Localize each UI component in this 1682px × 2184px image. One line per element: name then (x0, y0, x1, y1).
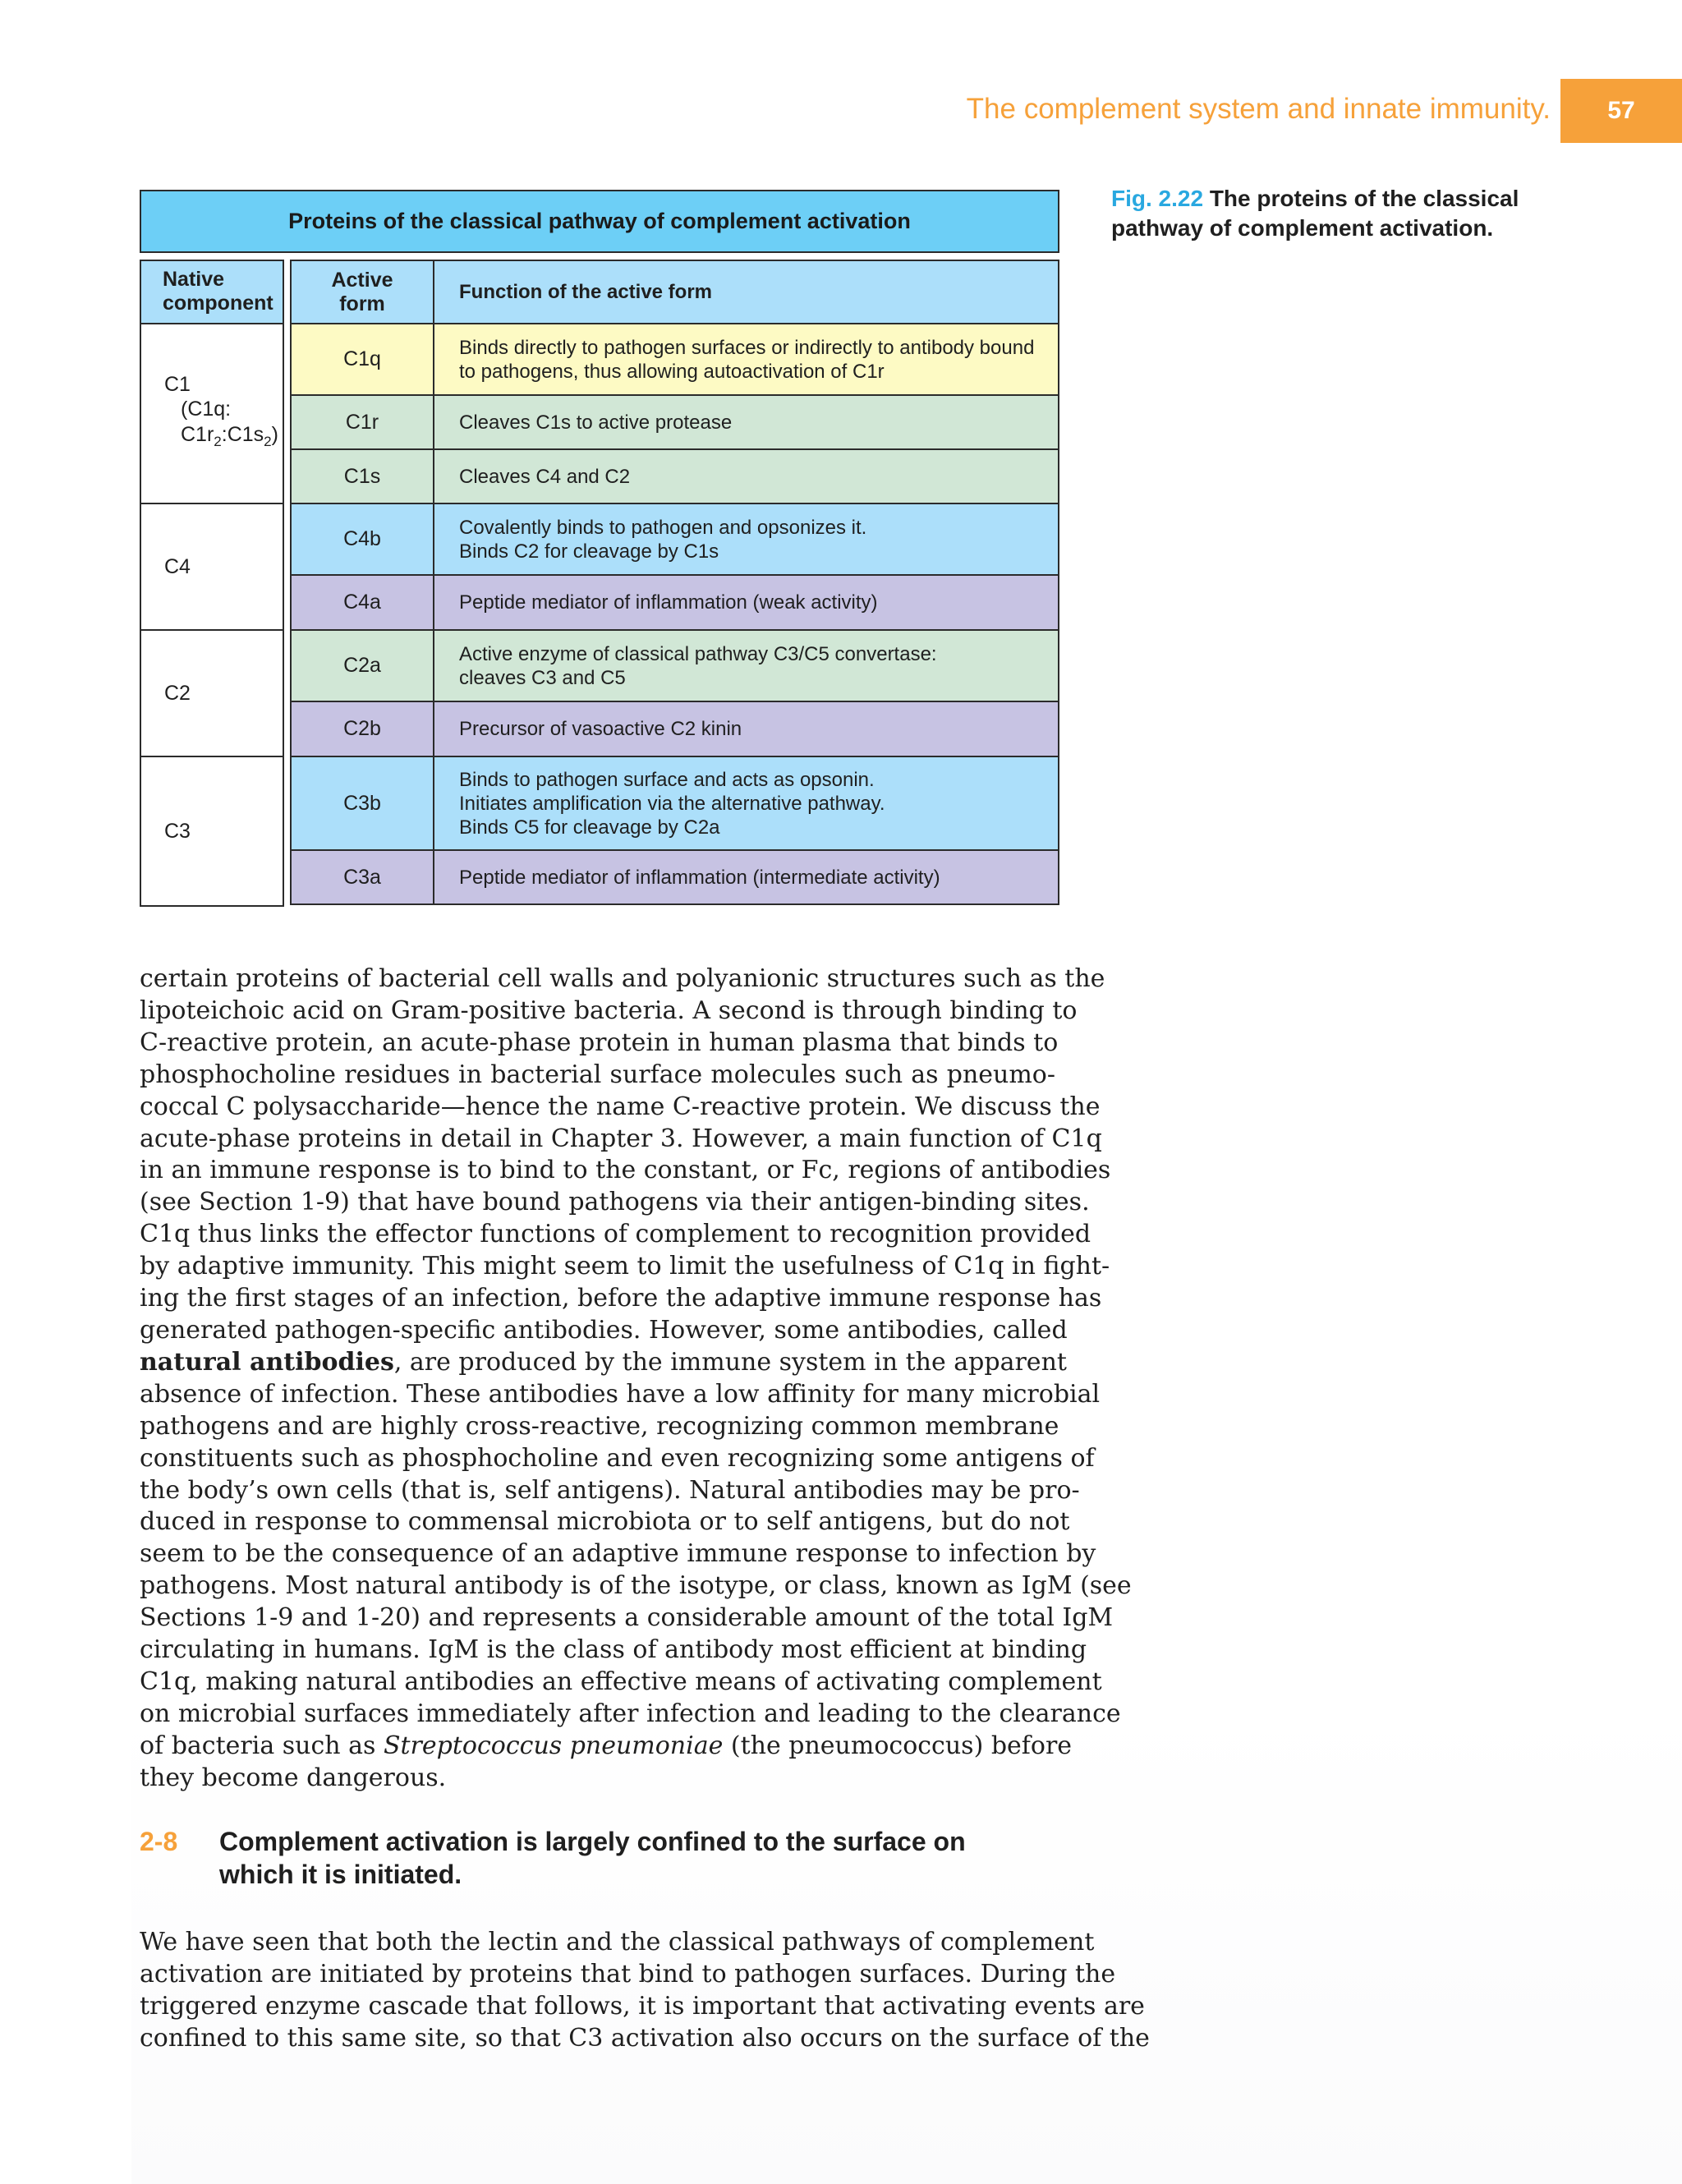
native-c1-c1s: :C1s (221, 423, 264, 446)
text-line: coccal C polysaccharide—hence the name C-reactive protein. We discuss the (140, 1092, 1101, 1121)
function-line: Cleaves C4 and C2 (459, 465, 631, 488)
function-line: Cleaves C1s to active protease (459, 411, 733, 434)
figure-caption-text: The proteins of the classical pathway of complement activation. (1111, 186, 1519, 241)
text-line: in an immune response is to bind to the constant, or Fc, regions of antibodies (140, 1156, 1111, 1185)
function-line: Peptide mediator of inflammation (weak activity) (459, 591, 878, 614)
active-form-cell: C1s (292, 450, 434, 503)
body-paragraph-2 (140, 1927, 1150, 2055)
text-line: acute-phase proteins in detail in Chapter 3. However, a main function of C1q (140, 1124, 1102, 1153)
function-cell (434, 702, 1058, 756)
text-line: pathogens and are highly cross-reactive, recognizing common membrane (140, 1411, 1059, 1441)
section-title (219, 1825, 1059, 1891)
function-line: Binds C5 for cleavage by C2a (459, 816, 720, 839)
native-c1-line3 (181, 422, 283, 454)
table-row (292, 324, 1058, 396)
active-header-line2: form (339, 292, 385, 315)
section-title-line: Complement activation is largely confined to the surface on (219, 1827, 966, 1856)
text-line: pathogens. Most natural antibody is of the isotype, or class, known as IgM (see (140, 1571, 1132, 1601)
figure-caption (1111, 184, 1571, 243)
text-line: on microbial surfaces immediately after infection and leading to the clearance (140, 1699, 1121, 1728)
function-cell (434, 504, 1058, 574)
native-cell-c3 (141, 757, 283, 905)
text-line: C1q, making natural antibodies an effective means of activating complement (140, 1667, 1102, 1696)
text-line: lipoteichoic acid on Gram-positive bacteria. A second is through binding to (140, 995, 1078, 1025)
text-line: ing the first stages of an infection, before the adaptive immune response has (140, 1284, 1102, 1313)
function-cell (434, 450, 1058, 503)
table-row (292, 504, 1058, 576)
table-row (292, 450, 1058, 504)
table-row (292, 396, 1058, 450)
function-cell (434, 324, 1058, 394)
function-line: Binds C2 for cleavage by C1s (459, 540, 719, 563)
text-line: seem to be the consequence of an adaptive immune response to infection by (140, 1539, 1096, 1569)
function-line: Binds directly to pathogen surfaces or indirectly to antibody bound (459, 336, 1035, 359)
text-line: phosphocholine residues in bacterial surface molecules such as pneumo- (140, 1060, 1055, 1089)
native-cell-c2 (141, 631, 283, 757)
active-form-table (290, 260, 1059, 905)
function-header (434, 261, 1058, 323)
text-line: (see Section 1-9) that have bound pathogens via their antigen-binding sites. (140, 1188, 1090, 1217)
function-line: Peptide mediator of inflammation (intermediate activity) (459, 866, 940, 889)
page-number-tab: 57 (1560, 79, 1682, 143)
table-header-row (292, 261, 1058, 324)
text-line: confined to this same site, so that C3 activation also occurs on the surface of the (140, 2023, 1150, 2053)
text-line: We have seen that both the lectin and the classical pathways of complement (140, 1928, 1095, 1956)
function-cell (434, 396, 1058, 448)
text-line: they become dangerous. (140, 1763, 447, 1792)
native-cell-c1 (141, 324, 283, 504)
active-header (292, 261, 434, 323)
native-c1-sub2: 2 (264, 434, 272, 449)
text-line (140, 1731, 1073, 1763)
native-c1-composition (164, 397, 283, 454)
native-component-column (140, 260, 284, 907)
native-header (141, 261, 283, 324)
text-line: C-reactive protein, an acute-phase protein in human plasma that binds to (140, 1028, 1059, 1057)
table-title: Proteins of the classical pathway of complement activation (140, 190, 1059, 253)
function-line: cleaves C3 and C5 (459, 666, 626, 689)
running-header: The complement system and innate immunity. (966, 93, 1551, 125)
text-fragment: (the pneumococcus) before (723, 1731, 1073, 1760)
active-header-line1: Active (331, 268, 393, 292)
function-cell (434, 576, 1058, 629)
native-c1-sub1: 2 (214, 434, 222, 449)
native-header-line1: Native (163, 268, 225, 291)
table-row (292, 851, 1058, 903)
function-line: Precursor of vasoactive C2 kinin (459, 718, 742, 740)
body-paragraph-1 (140, 963, 1132, 1795)
function-cell (434, 757, 1058, 849)
active-form-cell: C4a (292, 576, 434, 629)
active-form-cell: C2b (292, 702, 434, 756)
native-c1-label: C1 (164, 373, 191, 396)
function-line: to pathogens, thus allowing autoactivation of C1r (459, 360, 885, 383)
native-c2-label: C2 (164, 681, 191, 705)
function-line: Covalently binds to pathogen and opsonizes it. (459, 516, 867, 539)
table-row (292, 631, 1058, 702)
text-line (140, 1347, 1067, 1379)
function-cell (434, 631, 1058, 701)
function-header-text: Function of the active form (459, 281, 713, 303)
table-row (292, 576, 1058, 631)
function-line: Active enzyme of classical pathway C3/C5 convertase: (459, 642, 937, 665)
table-row (292, 757, 1058, 851)
text-line: activation are initiated by proteins that bind to pathogen surfaces. During the (140, 1959, 1116, 1989)
text-fragment: , are produced by the immune system in the apparent (393, 1347, 1067, 1377)
native-c4-label: C4 (164, 554, 191, 578)
text-fragment: of bacteria such as (140, 1731, 384, 1760)
native-c1-c1r: C1r (181, 423, 214, 446)
text-line: absence of infection. These antibodies have a low affinity for many microbial (140, 1379, 1101, 1409)
text-line: duced in response to commensal microbiota or to self antigens, but do not (140, 1507, 1070, 1537)
function-cell (434, 851, 1058, 903)
text-line: triggered enzyme cascade that follows, it is important that activating events are (140, 1991, 1145, 2021)
active-form-cell: C4b (292, 504, 434, 574)
text-line: constituents such as phosphocholine and even recognizing some antigens of (140, 1443, 1095, 1473)
active-form-cell: C3a (292, 851, 434, 903)
function-line: Initiates amplification via the alternative pathway. (459, 792, 885, 815)
text-line: by adaptive immunity. This might seem to limit the usefulness of C1q in fight- (140, 1252, 1110, 1281)
active-form-cell: C1q (292, 324, 434, 394)
section-number: 2-8 (140, 1827, 178, 1856)
native-header-line2: component (163, 292, 273, 315)
native-c1-close: ) (271, 423, 278, 446)
text-line: certain proteins of bacterial cell walls and polyanionic structures such as the (140, 964, 1105, 993)
text-line: Sections 1-9 and 1-20) and represents a considerable amount of the total IgM (140, 1603, 1114, 1633)
text-line: the body’s own cells (that is, self antigens). Natural antibodies may be pro- (140, 1475, 1080, 1505)
text-line: generated pathogen-specific antibodies. However, some antibodies, called (140, 1315, 1068, 1345)
section-heading (140, 1825, 1059, 1891)
native-cell-c4 (141, 504, 283, 631)
text-line: circulating in humans. IgM is the class of antibody most efficient at binding (140, 1635, 1087, 1665)
bold-term: natural antibodies (140, 1347, 394, 1377)
active-form-cell: C2a (292, 631, 434, 701)
section-title-line: which it is initiated. (219, 1860, 462, 1889)
italic-species-name: Streptococcus pneumoniae (383, 1731, 724, 1760)
active-form-cell: C3b (292, 757, 434, 849)
figure-number: Fig. 2.22 (1111, 186, 1204, 211)
active-form-cell: C1r (292, 396, 434, 448)
native-c1-line2: (C1q: (181, 398, 232, 421)
function-line: Binds to pathogen surface and acts as opsonin. (459, 768, 875, 791)
native-c3-label: C3 (164, 819, 191, 843)
text-line: C1q thus links the effector functions of complement to recognition provided (140, 1220, 1091, 1249)
table-row (292, 702, 1058, 757)
